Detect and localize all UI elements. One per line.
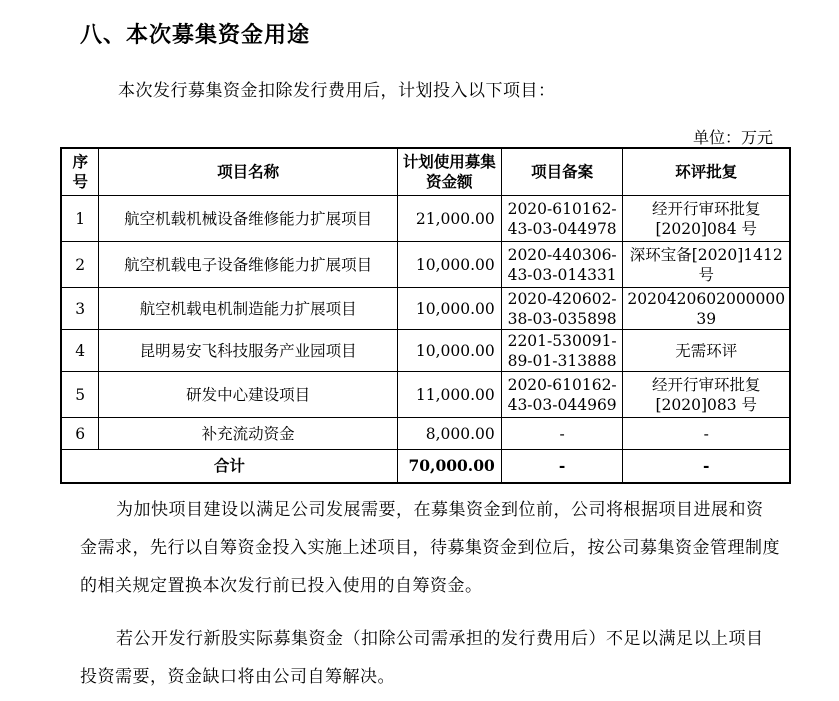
- cell-amount: 10,000.00: [397, 288, 501, 330]
- fund-usage-table: [60, 147, 791, 484]
- table-row: [61, 372, 790, 418]
- table-row: [61, 418, 790, 450]
- cell-amount: 21,000.00: [397, 196, 501, 242]
- cell-amount: 10,000.00: [397, 242, 501, 288]
- table-row: [61, 330, 790, 372]
- intro-text: 本次发行募集资金扣除发行费用后，计划投入以下项目：: [118, 81, 556, 101]
- total-amount: 70,000.00: [397, 450, 501, 483]
- cell-amount: 11,000.00: [397, 372, 501, 418]
- header-seq: 序号: [61, 148, 99, 196]
- cell-seq: 3: [61, 288, 99, 330]
- paragraph-fund-replacement: 为加快项目建设以满足公司发展需要，在募集资金到位前，公司将根据项目进展和资金需求，先行以自筹资金投入实施上述项目，待募集资金到位后，按公司募集资金管理制度的相关规定置换本次发行前已投入使用的自筹资金。: [80, 500, 780, 596]
- cell-filing: 2201-530091-89-01-313888: [501, 330, 623, 372]
- cell-filing: 2020-610162-43-03-044969: [501, 372, 623, 418]
- total-label: 合计: [61, 450, 397, 483]
- cell-filing: 2020-420602-38-03-035898: [501, 288, 623, 330]
- total-env: -: [623, 450, 790, 483]
- total-filing: -: [501, 450, 623, 483]
- cell-env: 2020420602000000 39: [623, 288, 790, 330]
- table-total-row: [61, 450, 790, 483]
- header-env-approval: 环评批复: [623, 148, 790, 196]
- table-row: [61, 288, 790, 330]
- table-row: [61, 196, 790, 242]
- cell-amount: 8,000.00: [397, 418, 501, 450]
- cell-amount: 10,000.00: [397, 330, 501, 372]
- paragraph-fund-shortfall: 若公开发行新股实际募集资金（扣除公司需承担的发行费用后）不足以满足以上项目投资需要，资金缺口将由公司自筹解决。: [80, 629, 764, 687]
- cell-project-name: 航空机载电机制造能力扩展项目: [99, 288, 397, 330]
- table-row: [61, 242, 790, 288]
- cell-env: 经开行审环批复[2020]083 号: [623, 372, 790, 418]
- cell-env: 无需环评: [623, 330, 790, 372]
- cell-project-name: 研发中心建设项目: [99, 372, 397, 418]
- cell-seq: 2: [61, 242, 99, 288]
- unit-label: 单位：万元: [692, 128, 773, 147]
- cell-seq: 1: [61, 196, 99, 242]
- cell-env: 经开行审环批复[2020]084 号: [623, 196, 790, 242]
- cell-env: 深环宝备[2020]1412 号: [623, 242, 790, 288]
- cell-project-name: 航空机载电子设备维修能力扩展项目: [99, 242, 397, 288]
- cell-filing: 2020-440306-43-03-014331: [501, 242, 623, 288]
- cell-project-name: 昆明易安飞科技服务产业园项目: [99, 330, 397, 372]
- header-planned-amount: 计划使用募集资金额: [397, 148, 501, 196]
- header-project-filing: 项目备案: [501, 148, 623, 196]
- cell-filing: -: [501, 418, 623, 450]
- section-heading: 八、本次募集资金用途: [80, 23, 311, 48]
- cell-project-name: 补充流动资金: [99, 418, 397, 450]
- cell-filing: 2020-610162-43-03-044978: [501, 196, 623, 242]
- header-project-name: 项目名称: [99, 148, 397, 196]
- cell-seq: 4: [61, 330, 99, 372]
- cell-seq: 5: [61, 372, 99, 418]
- cell-seq: 6: [61, 418, 99, 450]
- cell-env: -: [623, 418, 790, 450]
- cell-project-name: 航空机载机械设备维修能力扩展项目: [99, 196, 397, 242]
- table-header-row: [61, 148, 790, 196]
